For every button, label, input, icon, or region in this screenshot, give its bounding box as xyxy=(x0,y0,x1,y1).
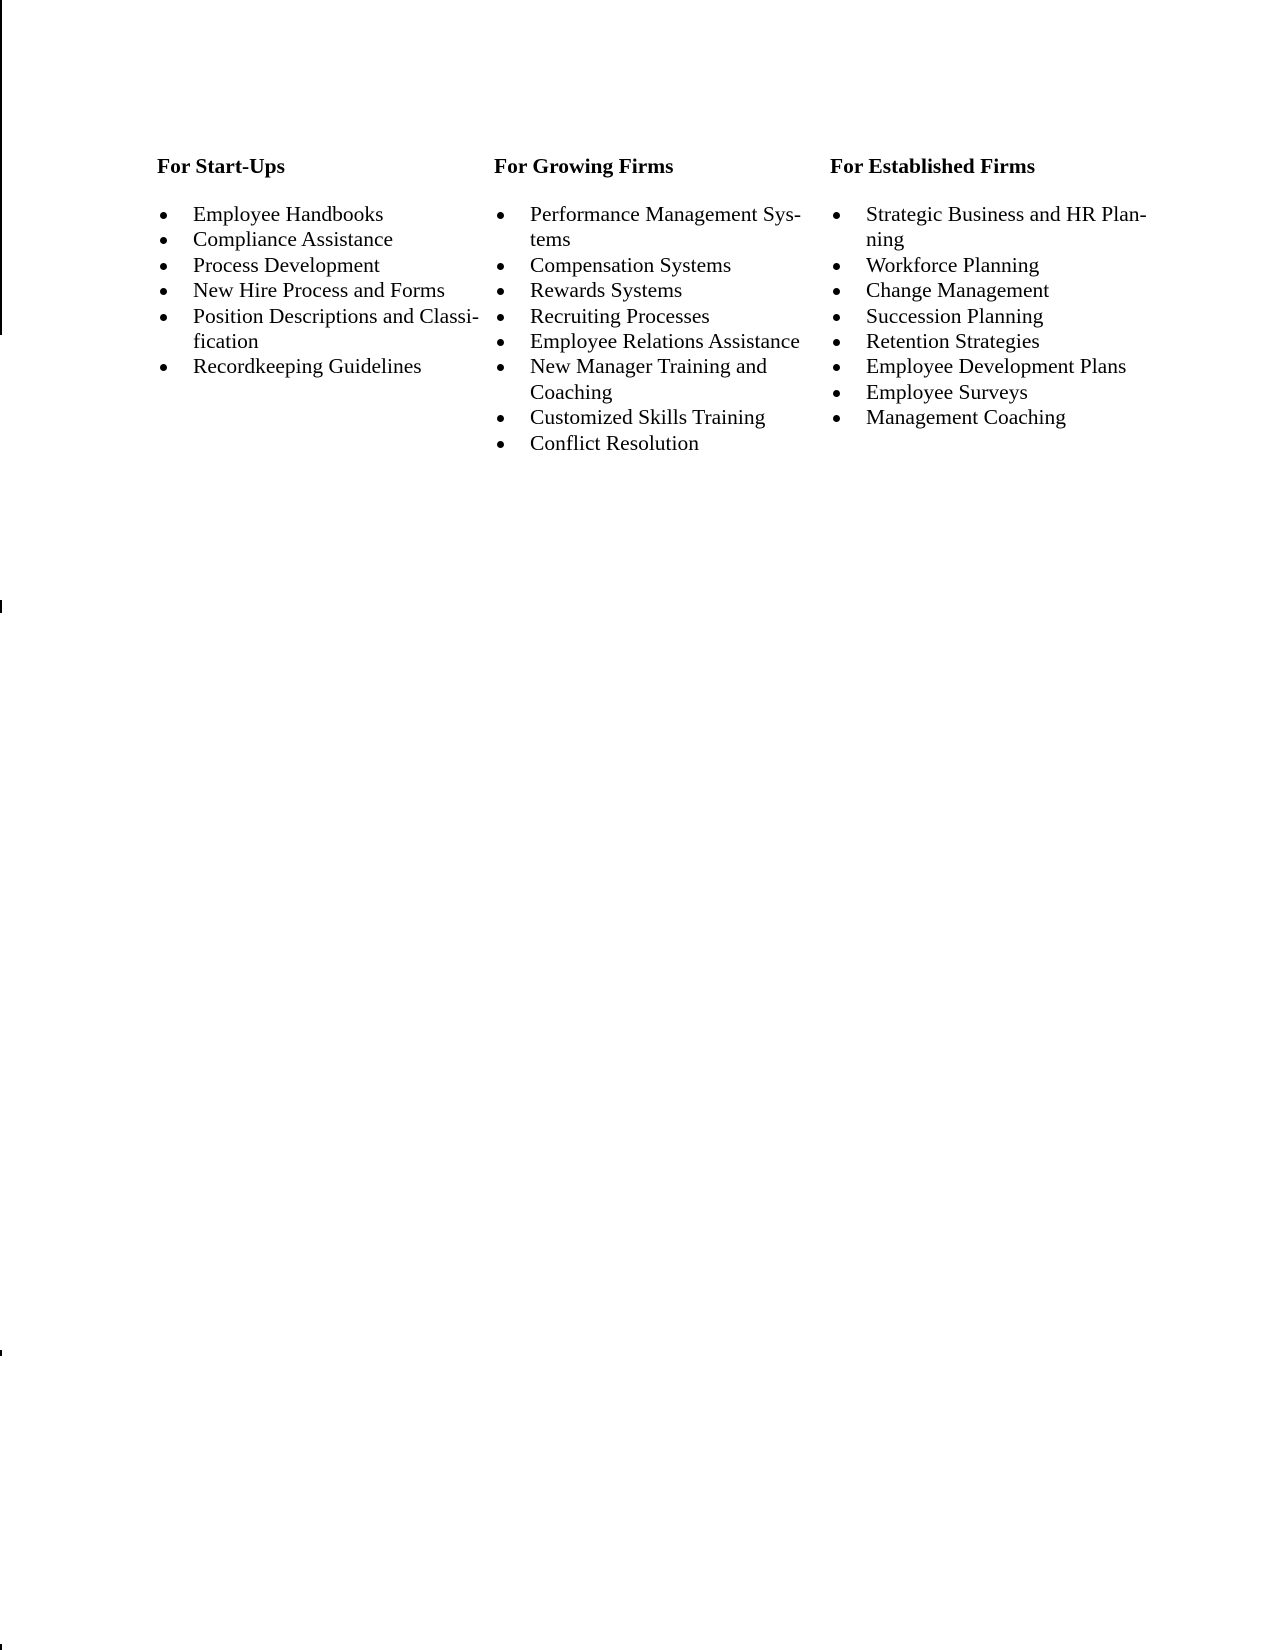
list-item-text-continued: fication xyxy=(193,329,259,354)
list-item xyxy=(157,278,502,303)
bullet-icon xyxy=(497,364,504,371)
list-item-text: Strategic Business and HR Plan- xyxy=(866,202,1147,226)
list-item-text: Compensation Systems xyxy=(530,252,732,277)
list-item-text: Compliance Assistance xyxy=(193,227,394,252)
list-item xyxy=(830,202,1175,253)
list-item-text: Succession Planning xyxy=(866,303,1044,328)
column-header-start-ups: For Start-Ups xyxy=(157,154,285,178)
list-item-text: Workforce Planning xyxy=(866,252,1040,277)
bullet-icon xyxy=(833,288,840,295)
bullet-icon xyxy=(497,263,504,270)
list-item-text: Customized Skills Training xyxy=(530,405,766,430)
list-item xyxy=(494,253,839,278)
column-header-growing-firms: For Growing Firms xyxy=(494,154,674,178)
scan-artifact-line xyxy=(0,600,2,613)
list-item-text: Performance Management Sys- xyxy=(530,202,802,226)
scan-artifact-line xyxy=(0,1644,2,1650)
list-item xyxy=(830,405,1175,430)
list-item xyxy=(157,354,502,379)
list-item xyxy=(830,329,1175,354)
bullet-icon xyxy=(497,441,504,448)
scan-artifact-line xyxy=(0,1350,2,1356)
list-item-text: Position Descriptions and Classi- xyxy=(193,303,480,328)
bullet-icon xyxy=(160,364,167,371)
list-item xyxy=(830,304,1175,329)
list-item-text: Recordkeeping Guidelines xyxy=(193,354,422,379)
column-established-firms xyxy=(830,153,1175,431)
bullet-icon xyxy=(160,288,167,295)
list-item-text-continued: ning xyxy=(866,227,905,252)
scan-artifact-line xyxy=(0,0,2,335)
list-item xyxy=(494,304,839,329)
bullet-icon xyxy=(833,212,840,219)
list-item xyxy=(830,278,1175,303)
bullet-icon xyxy=(833,314,840,321)
bullet-icon xyxy=(160,237,167,244)
bullet-icon xyxy=(497,314,504,321)
bullet-icon xyxy=(160,212,167,219)
list-item xyxy=(494,405,839,430)
column-growing-firms xyxy=(494,153,839,456)
list-item-text: Retention Strategies xyxy=(866,329,1040,354)
column-start-ups xyxy=(157,153,502,380)
list-item-text: Employee Surveys xyxy=(866,379,1028,404)
bullet-icon xyxy=(497,288,504,295)
bullet-icon xyxy=(160,263,167,270)
list-item xyxy=(830,380,1175,405)
list-item-text: Employee Handbooks xyxy=(193,202,384,226)
list-item-text: Change Management xyxy=(866,278,1050,303)
list-item xyxy=(494,329,839,354)
bullet-icon xyxy=(833,415,840,422)
bullet-icon xyxy=(497,339,504,346)
list-item xyxy=(494,354,839,405)
list-item-text: Conflict Resolution xyxy=(530,430,700,455)
list-item-text: Management Coaching xyxy=(866,405,1067,430)
list-item xyxy=(157,202,502,227)
bullet-icon xyxy=(833,263,840,270)
list-item xyxy=(157,253,502,278)
bullet-list-established-firms xyxy=(830,202,1175,431)
bullet-icon xyxy=(497,415,504,422)
list-item xyxy=(157,304,502,355)
list-item-text: Employee Relations Assistance xyxy=(530,329,800,354)
list-item-text-continued: Coaching xyxy=(530,379,613,404)
list-item xyxy=(494,278,839,303)
bullet-icon xyxy=(833,364,840,371)
list-item-text: Rewards Systems xyxy=(530,278,683,303)
bullet-icon xyxy=(160,314,167,321)
bullet-icon xyxy=(833,390,840,397)
list-item-text-continued: tems xyxy=(530,227,571,252)
bullet-list-start-ups xyxy=(157,202,502,380)
list-item xyxy=(830,354,1175,379)
list-item xyxy=(494,202,839,253)
column-header-established-firms: For Established Firms xyxy=(830,154,1036,178)
list-item xyxy=(494,431,839,456)
list-item-text: Recruiting Processes xyxy=(530,303,710,328)
bullet-icon xyxy=(833,339,840,346)
list-item-text: Employee Development Plans xyxy=(866,354,1127,379)
bullet-icon xyxy=(497,212,504,219)
list-item xyxy=(830,253,1175,278)
list-item-text: Process Development xyxy=(193,252,380,277)
list-item-text: New Hire Process and Forms xyxy=(193,278,445,303)
list-item xyxy=(157,227,502,252)
list-item-text: New Manager Training and xyxy=(530,354,768,379)
bullet-list-growing-firms xyxy=(494,202,839,456)
